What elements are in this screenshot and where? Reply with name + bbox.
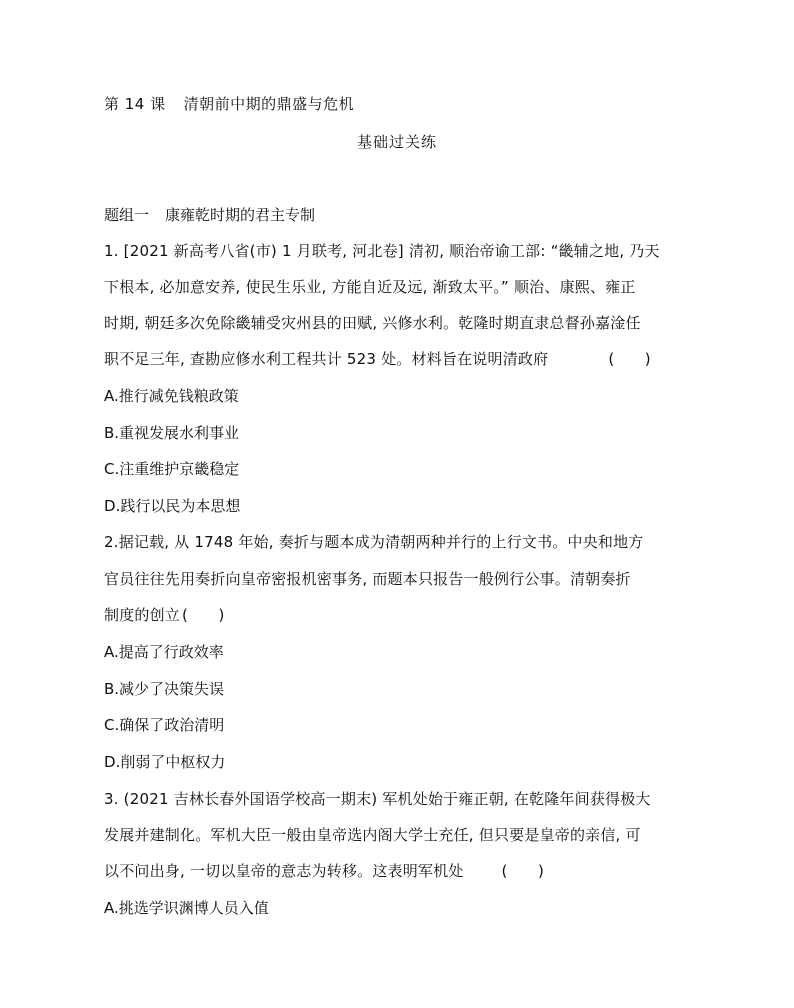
question-1-option-c: C.注重维护京畿稳定 [104,460,240,478]
question-1-line-3: 时期, 朝廷多次免除畿辅受灾州县的田赋, 兴修水利。乾隆时期直隶总督孙嘉淦任 [104,314,641,332]
question-2-option-c: C.确保了政治清明 [104,716,225,734]
question-3-line-2: 发展并建制化。军机大臣一般由皇帝选内阁大学士充任, 但只要是皇帝的亲信, 可 [104,826,641,844]
lesson-number: 第 14 课 [104,95,166,113]
question-2-line-1: 2.据记载, 从 1748 年始, 奏折与题本成为清朝两种并行的上行文书。中央和地方 [104,533,644,551]
question-3-line-3 [104,861,694,881]
question-1-option-b: B.重视发展水利事业 [104,424,240,442]
lesson-title [104,93,354,114]
question-2-option-d: D.削弱了中枢权力 [104,753,226,771]
question-1-line-1: 1. [2021 新高考八省(市) 1 月联考, 河北卷] 清初, 顺治帝谕工部: “畿辅之地, 乃天 [104,242,660,260]
answer-paren: ( ) [608,350,651,368]
question-2-line-3 [104,605,694,625]
group-label: 题组一 [104,206,150,224]
question-3-line-1: 3. (2021 吉林长春外国语学校高一期末) 军机处始于雍正朝, 在乾隆年间获得极大 [104,790,651,808]
question-2-stem-end: 制度的创立 [104,606,181,624]
section-title: 基础过关练 [356,133,437,151]
question-2-option-b: B.减少了决策失误 [104,680,225,698]
question-1-option-a: A.推行减免钱粮政策 [104,387,239,405]
question-2-option-a: A.提高了行政效率 [104,643,224,661]
question-1-line-2: 下根本, 必加意安养, 使民生乐业, 方能自近及远, 渐致太平。” 顺治、康熙、雍正 [104,278,636,296]
question-3-option-a: A.挑选学识渊博人员入值 [104,899,269,917]
question-group-title [104,204,315,225]
answer-paren: ( ) [182,606,225,624]
lesson-name: 清朝前中期的鼎盛与危机 [183,95,355,113]
answer-paren: ( ) [501,862,545,880]
question-1-stem-end: 职不足三年, 查勘应修水利工程共计 523 处。材料旨在说明清政府 [104,350,549,368]
question-1-line-4 [104,349,694,369]
question-3-stem-end: 以不问出身, 一切以皇帝的意志为转移。这表明军机处 [104,862,464,880]
group-name: 康雍乾时期的君主专制 [165,206,316,224]
question-1-option-d: D.践行以民为本思想 [104,497,241,515]
question-2-line-2: 官员往往先用奏折向皇帝密报机密事务, 而题本只报告一般例行公事。清朝奏折 [104,570,631,588]
